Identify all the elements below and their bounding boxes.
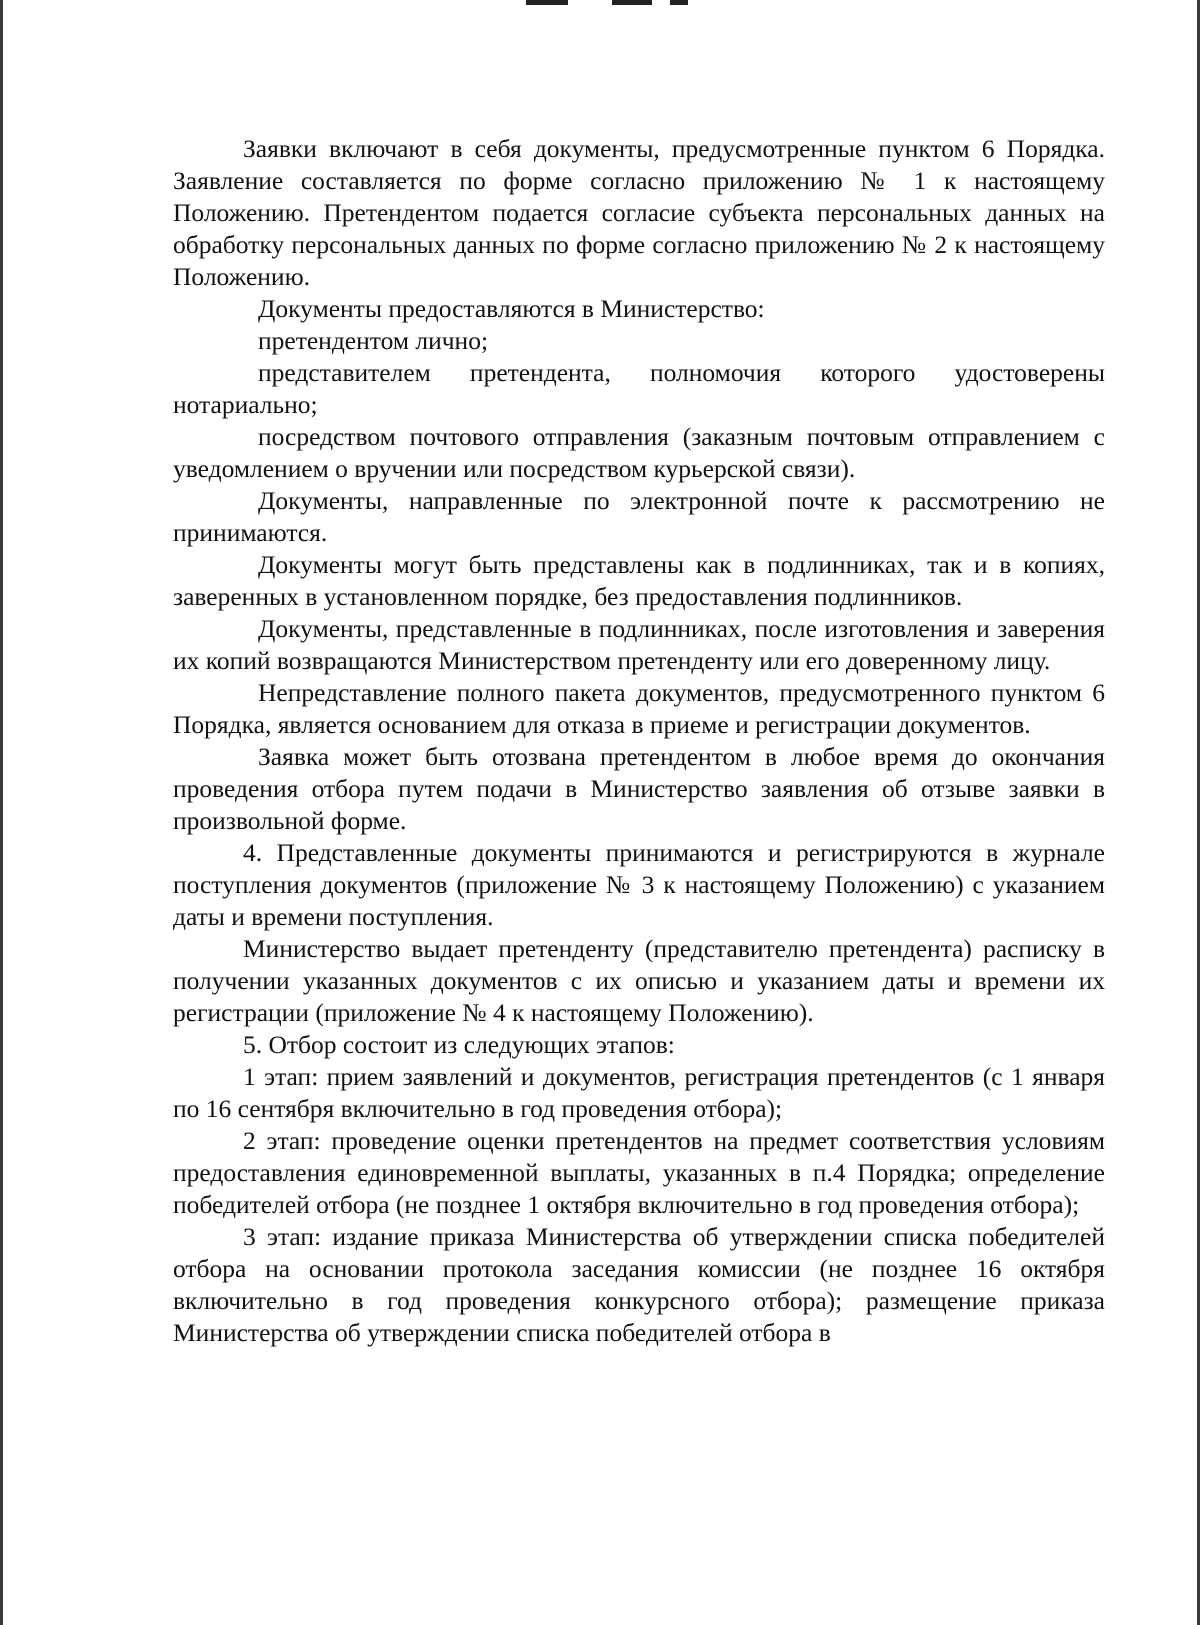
document-body-text [173, 133, 1105, 1349]
paragraph-submission-intro: Документы предоставляются в Министерство: [258, 294, 765, 323]
paragraph-submission-representative: представителем претендента, полномочия которого удостоверены нотариально; [173, 358, 1105, 419]
paragraph-item-5-stages: 5. Отбор состоит из следующих этапов: [243, 1030, 675, 1059]
paragraph-submission-by-mail: посредством почтового отправления (заказным почтовым отправлением с уведомлением о вручении или посредством курьерской связи). [173, 422, 1105, 483]
paragraph-item-4-registration: 4. Представленные документы принимаются и регистрируются в журнале поступления документов (приложение № 3 к настоящему Положению) с указанием даты и времени поступления. [173, 838, 1105, 931]
paragraph-stage-1: 1 этап: прием заявлений и документов, регистрация претендентов (с 1 января по 16 сентября включительно в год проведения отбора); [173, 1062, 1105, 1123]
paragraph-originals-returned: Документы, представленные в подлинниках, после изготовления и заверения их копий возвращаются Министерством претенденту или его доверенному лицу. [173, 614, 1105, 675]
paragraph-applications-contents: Заявки включают в себя документы, предусмотренные пунктом 6 Порядка. Заявление составляется по форме согласно приложению № 1 к настоящему Положению. Претендентом подается согласие субъекта персональных данных на обработку персональных данных по форме согласно приложению № 2 к настоящему Положению. [173, 134, 1105, 291]
paragraph-originals-or-copies: Документы могут быть представлены как в подлинниках, так и в копиях, заверенных в установленном порядке, без предоставления подлинников. [173, 550, 1105, 611]
paragraph-stage-3: 3 этап: издание приказа Министерства об утверждении списка победителей отбора на основании протокола заседания комиссии (не позднее 16 октября включительно в год проведения конкурсного отбора); размещение приказа Министерства об утверждении списка победителей отбора в [173, 1222, 1105, 1347]
paragraph-submission-in-person: претендентом лично; [258, 326, 489, 355]
paragraph-receipt-issued: Министерство выдает претенденту (представителю претендента) расписку в получении указанных документов с их описью и указанием даты и времени их регистрации (приложение № 4 к настоящему Положению). [173, 934, 1105, 1027]
paragraph-incomplete-package: Непредставление полного пакета документов, предусмотренного пунктом 6 Порядка, является основанием для отказа в приеме и регистрации документов. [173, 678, 1105, 739]
paragraph-email-not-accepted: Документы, направленные по электронной почте к рассмотрению не принимаются. [173, 486, 1105, 547]
paragraph-application-withdrawal: Заявка может быть отозвана претендентом в любое время до окончания проведения отбора путем подачи в Министерство заявления об отзыве заявки в произвольной форме. [173, 742, 1105, 835]
scan-left-edge [0, 0, 3, 1625]
cropped-page-number-fragment [520, 0, 700, 6]
paragraph-stage-2: 2 этап: проведение оценки претендентов на предмет соответствия условиям предоставления единовременной выплаты, указанных в п.4 Порядка; определение победителей отбора (не позднее 1 октября включительно в год проведения отбора); [173, 1126, 1105, 1219]
